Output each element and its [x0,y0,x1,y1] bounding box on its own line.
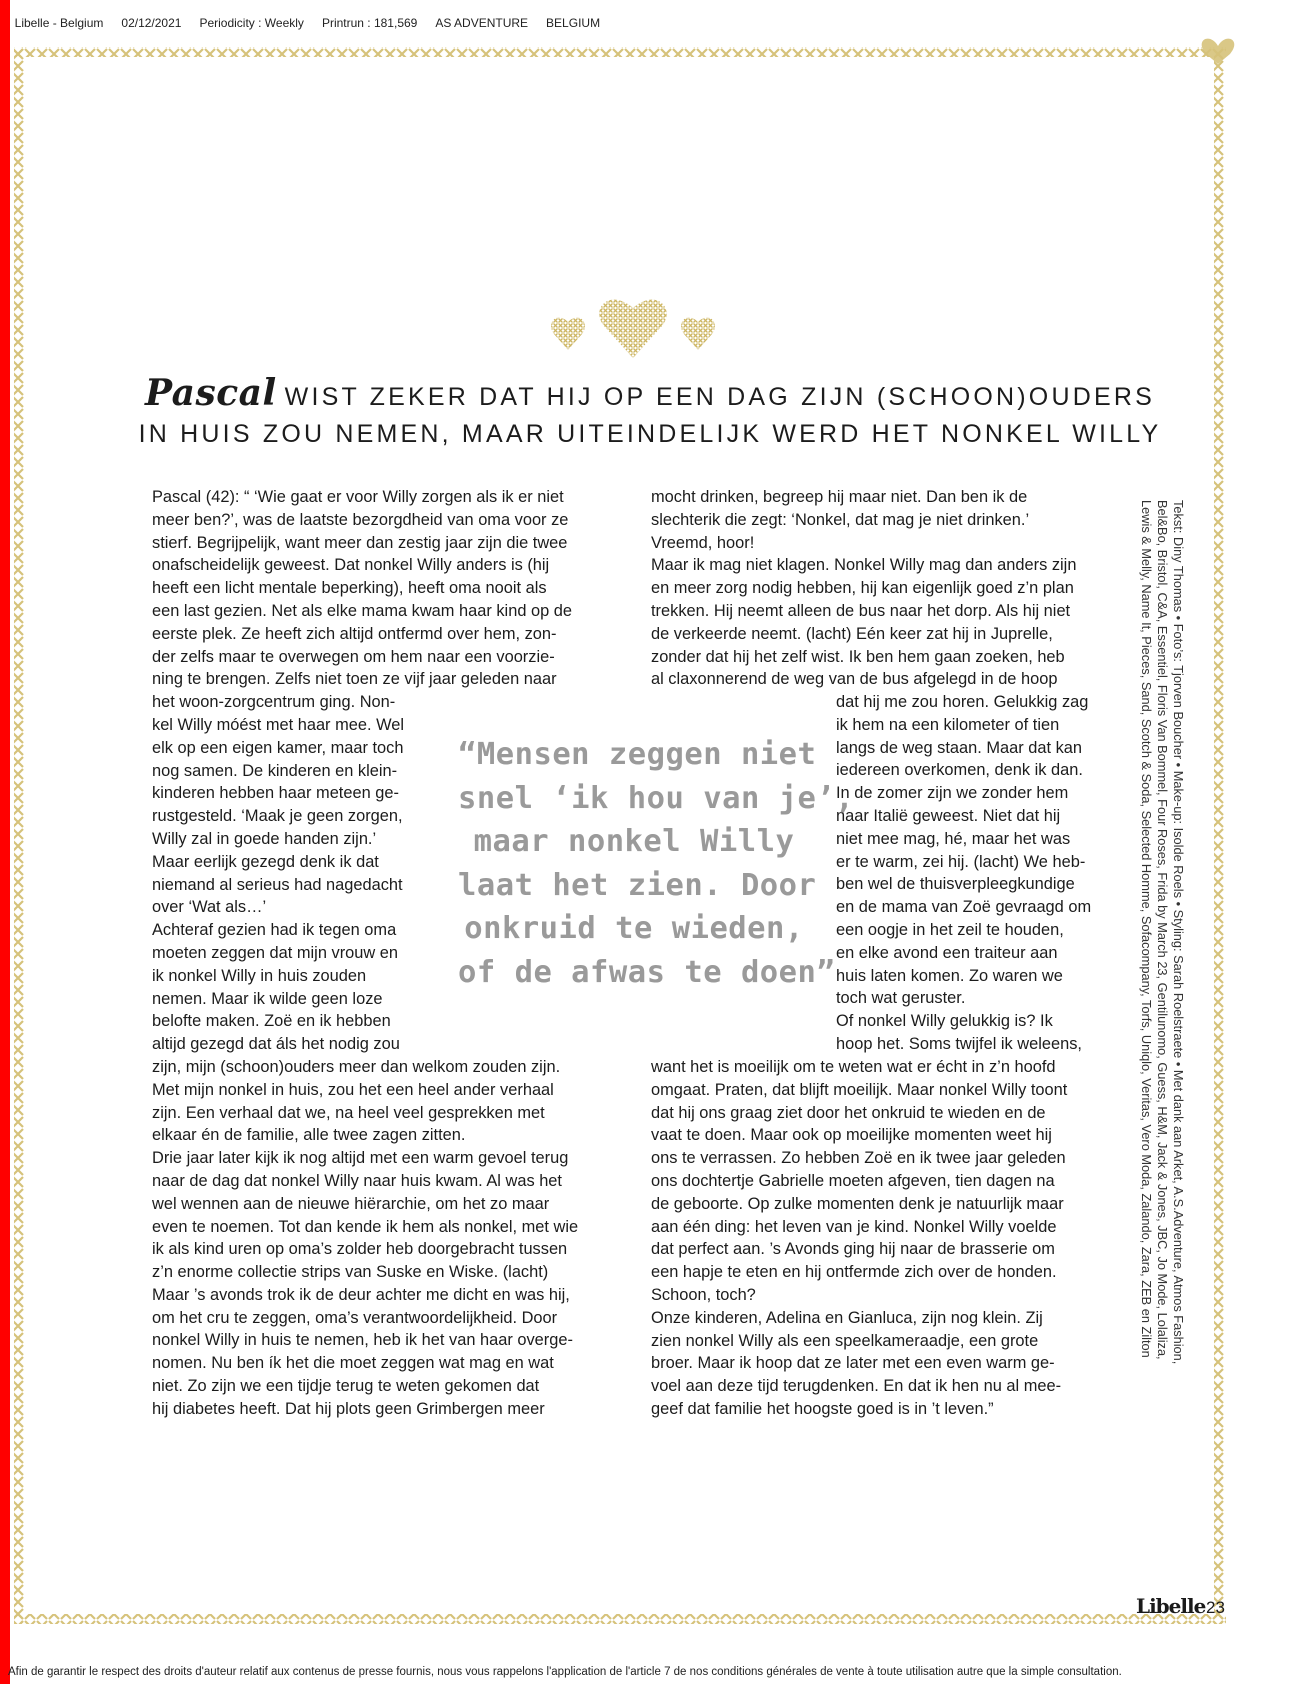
body-text-line: meer ben?’, was de laatste bezorgdheid van oma voor ze [152,510,569,529]
headline-line-1-text: WIST ZEKER DAT HIJ OP EEN DAG ZIJN (SCHOON)OUDERS [284,383,1155,411]
copyright-footer: Afin de garantir le respect des droits d'auteur relatif aux contenus de presse fournis, nous vous rappelons l'application de l'article 7 de nos conditions générales de vente à toute utilisation autre que la simple consultation. [8,1666,1122,1678]
page-number: 23 [1206,1598,1225,1617]
body-text-line: broer. Maar ik hoop dat ze later met een even warm ge- [651,1354,1055,1373]
body-text-line: en de mama van Zoë gevraagd om [836,898,1092,917]
right-column-bottom [651,1056,1067,1421]
pull-quote-line: of de afwas te doen” [458,954,836,990]
body-text-line: z’n enorme collectie strips van Suske en Wiske. (lacht) [152,1263,549,1282]
body-text-line: onafscheidelijk geweest. Dat nonkel Willy anders is (hij [152,556,550,575]
body-text-line: ik als kind uren op oma’s zolder heb doorgebracht tussen [152,1240,568,1259]
body-text-line: Schoon, toch? [651,1285,756,1304]
body-text-line: iedereen overkomen, denk ik dan. [836,761,1083,780]
heart-large-center-icon [599,300,666,358]
body-text-line: In de zomer zijn we zonder hem [836,784,1069,803]
body-text-line: dat perfect aan. ’s Avonds ging hij naar de brasserie om [651,1240,1055,1259]
body-text-line: nemen. Maar ik wilde geen loze [152,989,383,1008]
body-text-line: naar de dag dat nonkel Willy naar huis kwam. Al was het [152,1171,562,1190]
headline-line-1 [120,372,1180,414]
pull-quote-line: snel ‘ik hou van je’, [458,780,855,816]
header-date: 02/12/2021 [121,16,182,30]
body-text-line: Maar ik mag niet klagen. Nonkel Willy mag dan anders zijn [651,556,1077,575]
body-text-line: Of nonkel Willy gelukkig is? Ik [836,1012,1053,1031]
body-text-line: vaat te doen. Maar ook op moeilijke momenten weet hij [651,1126,1052,1145]
body-text-line: belofte maken. Zoë en ik hebben [152,1012,391,1031]
body-text-line: kel Willy móést met haar mee. Wel [152,715,404,734]
body-text-line: ben wel de thuisverpleegkundige [836,875,1075,894]
body-text-line: het woon-zorgcentrum ging. Non- [152,693,396,712]
body-text-line: en elke avond een traiteur aan [836,943,1058,962]
body-text-line: elk op een eigen kamer, maar toch [152,738,404,757]
body-text-line: trekken. Hij neemt alleen de bus naar het dorp. Als hij niet [651,601,1071,620]
body-text-line: aan één ding: het leven van je kind. Nonkel Willy voelde [651,1217,1057,1236]
body-text-line: Onze kinderen, Adelina en Gianluca, zijn nog klein. Zij [651,1308,1043,1327]
body-text-line: zijn, mijn (schoon)ouders meer dan welkom zouden zijn. [152,1057,561,1076]
body-text-line: ik nonkel Willy in huis zouden [152,966,367,985]
body-text-line: heeft een licht mentale beperking), heeft oma nooit als [152,579,547,598]
body-text-line: over ‘Wat als…’ [152,898,267,917]
body-text-line: langs de weg staan. Maar dat kan [836,738,1083,757]
body-text-line: Willy zal in goede handen zijn.’ [152,829,377,848]
pull-quote-line: maar nonkel Willy [473,824,795,860]
body-text-line: stierf. Begrijpelijk, want meer dan zestig jaar zijn die twee [152,533,568,552]
magazine-logo: Libelle [1136,1594,1206,1618]
body-text-line: een oogje in het zeil te houden, [836,920,1064,939]
pull-quote-line: “Mensen zeggen niet [458,737,817,772]
body-text-line: ning te brengen. Zelfs niet toen ze vijf jaar geleden naar [152,670,557,689]
body-text-line: altijd gezegd dat áls het nodig zou [152,1035,400,1054]
body-text-line: even te noemen. Tot dan kende ik hem als nonkel, met wie [152,1217,579,1236]
credits-line: Lewis & Melly, Name It, Pieces, Sand, Scotch & Soda, Selected Homme, Sofacompany, Torfs, Uniqlo, Veritas, Vero Moda, Zalando, Zara, ZEB en Zilton [1139,500,1154,1358]
body-text-line: nog samen. De kinderen en klein- [152,761,398,780]
header-source: Libelle - Belgium [14,16,104,30]
body-text-line: Drie jaar later kijk ik nog altijd met een warm gevoel terug [152,1149,569,1168]
credits-line: Tekst: Diny Thomas • Foto’s: Tjorven Boucher • Make-up: Isolde Roels • Styling: Sarah Roelstraete • Met dank aan Arket, A.S.Adventure, Atmos Fashion, [1171,500,1186,1365]
body-text-line: Maar ’s avonds trok ik de deur achter me dicht en was hij, [152,1285,570,1304]
body-text-line: een last gezien. Net als elke mama kwam haar kind op de [152,601,573,620]
body-text-line: niemand al serieus had nagedacht [152,875,403,894]
pull-quote [458,733,855,995]
header-printrun: Printrun : 181,569 [321,16,418,30]
header-periodicity: Periodicity : Weekly [199,16,304,30]
body-text-line: omgaat. Praten, dat blijft moeilijk. Maar nonkel Willy toont [651,1080,1068,1099]
body-text-line: nonkel Willy in huis te nemen, heb ik het van haar overge- [152,1331,573,1350]
body-text-line: kinderen hebben haar meteen ge- [152,784,399,803]
body-text-line: Achteraf gezien had ik tegen oma [152,921,397,940]
body-text-line: zijn. Een verhaal dat we, na heel veel gesprekken met [152,1103,545,1122]
body-text-line: niet mee mag, hé, maar het was [836,829,1071,848]
hearts-ornament [548,288,718,358]
body-text-line: zonder dat hij het zelf wist. Ik ben hem gaan zoeken, heb [651,647,1065,666]
body-text-line: toch wat geruster. [836,989,966,1008]
heart-small-left-icon [551,317,585,350]
pull-quote-line: laat het zien. Door [458,867,817,903]
body-text-line: moeten zeggen dat mijn vrouw en [152,943,399,962]
right-column-narrow [836,691,1091,1056]
body-text-line: nomen. Nu ben ík het die moet zeggen wat mag en wat [152,1354,554,1373]
body-text-line: voel aan deze tijd terugdenken. En dat ik hen nu al mee- [651,1377,1062,1396]
body-text-line: Maar eerlijk gezegd denk ik dat [152,852,379,871]
body-text-line: eerste plek. Ze heeft zich altijd ontfermd over hem, zon- [152,624,557,643]
body-text-line: want het is moeilijk om te weten wat er écht in z’n hoofd [651,1058,1056,1076]
photo-credits [1138,500,1186,1364]
header-country: BELGIUM [546,16,601,30]
body-text-line: de verkeerde neemt. (lacht) Eén keer zat hij in Juprelle, [651,624,1053,643]
body-text-line: ik hem na een kilometer of tien [836,715,1060,734]
body-text-line: de geboorte. Op zulke momenten denk je natuurlijk maar [651,1194,1064,1213]
body-text-line: elkaar én de familie, alle twee zagen zitten. [152,1126,466,1145]
right-column-top [651,486,1076,691]
body-text-line: zien nonkel Willy als een speelkameraadje, een grote [651,1331,1039,1350]
body-text-line: der zelfs maar te overwegen om hem naar een voorzie- [152,647,555,666]
body-text-line: niet. Zo zijn we een tijdje terug te weten gekomen dat [152,1377,540,1396]
body-text-line: slechterik die zegt: ‘Nonkel, dat mag je niet drinken.’ [651,510,1030,529]
body-text-line: geef dat familie het hoogste goed is in ’t leven.” [651,1399,994,1418]
body-text-line: Vreemd, hoor! [651,533,755,552]
header-client: AS ADVENTURE [435,16,529,30]
body-text-line: dat hij ons graag ziet door het onkruid te wieden en de [651,1103,1046,1122]
body-text-line: Met mijn nonkel in huis, zou het een heel ander verhaal [152,1080,554,1099]
body-text-line: ons te verrassen. Zo hebben Zoë en ik twee jaar geleden [651,1149,1066,1168]
body-text-line: wel wennen aan de nieuwe hiërarchie, om het zo maar [152,1194,550,1213]
body-text-line: rustgesteld. ‘Maak je geen zorgen, [152,807,403,826]
body-text-line: mocht drinken, begreep hij maar niet. Dan ben ik de [651,488,1028,506]
body-text-line: huis laten komen. Zo waren we [836,966,1063,985]
body-text-line: er te warm, zei hij. (lacht) We heb- [836,852,1086,871]
body-text-line: naar Italië geweest. Niet dat hij [836,806,1061,825]
body-text-line: al claxonnerend de weg van de bus afgelegd in de hoop [651,670,1058,689]
body-text-line: hij diabetes heeft. Dat hij plots geen Grimbergen meer [152,1399,545,1418]
headline-line-2: IN HUIS ZOU NEMEN, MAAR UITEINDELIJK WERD HET NONKEL WILLY [138,420,1162,448]
headline-name: Pascal [145,372,277,414]
body-text-line: een hapje te eten en hij ontfermde zich over de honden. [651,1263,1057,1282]
body-text-line: Pascal (42): “ ‘Wie gaat er voor Willy zorgen als ik er niet [152,488,564,506]
body-text-line: hoop het. Soms twijfel ik weleens, [836,1034,1082,1053]
body-text-line: dat hij me zou horen. Gelukkig zag [836,693,1089,711]
credits-line: Bel&Bo, Bristol, C&A, Essentiel, Floris Van Bommel, Four Roses, Frida by March 23, Gentilunomo, Guess, H&M, Jack & Jones, JBC, Jo Mode, Lolaliza, [1155,500,1170,1360]
heart-small-right-icon [681,317,715,350]
body-text-line: ons dochtertje Gabrielle moeten afgeven, tien dagen na [651,1171,1055,1190]
body-text-line: en meer zorg nodig hebben, hij kan eigenlijk goed z’n plan [651,579,1074,598]
pull-quote-line: onkruid te wieden, [464,911,804,947]
body-text-line: om het cru te zeggen, oma’s verantwoordelijkheid. Door [152,1308,558,1327]
